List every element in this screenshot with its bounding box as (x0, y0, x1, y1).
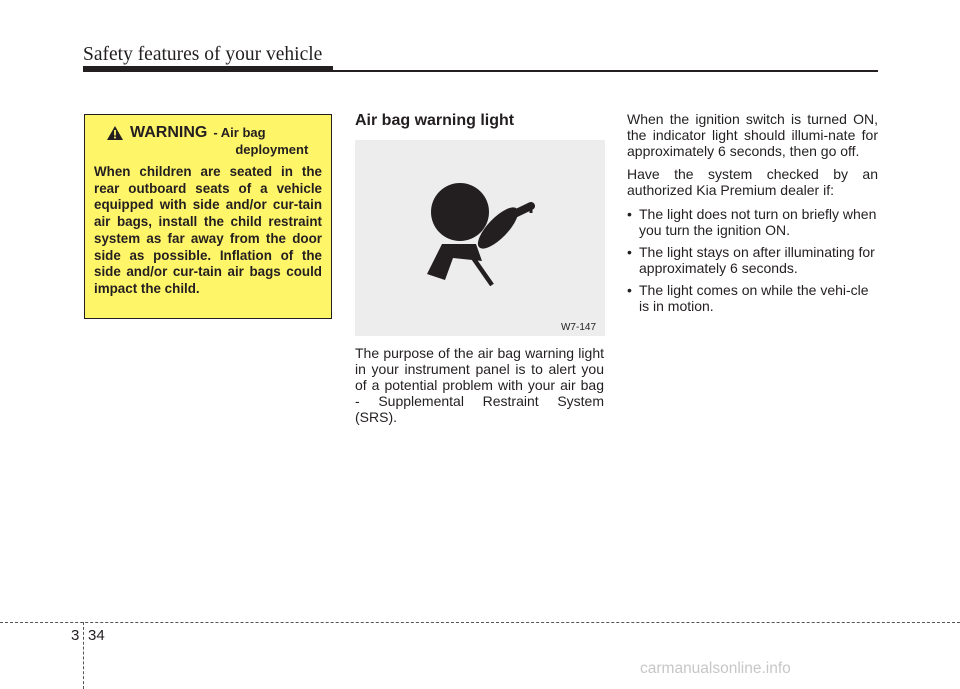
list-item (627, 244, 878, 276)
list-item-text: The light comes on while the vehi-cle is in motion. (639, 282, 869, 314)
warning-text: When children are seated in the rear outboard seats of a vehicle equipped with side and/or cur-tain air bags, install the child restraint system as far away from the door side as possible. Inflation of the side and/or cur-tain air bags could impact the child. (94, 164, 322, 296)
figure-code: W7-147 (560, 322, 596, 333)
section-number: 3 (71, 627, 80, 644)
list-item-text: The light stays on after illuminating for approximately 6 seconds. (639, 244, 875, 276)
section-title: Air bag warning light (355, 112, 515, 129)
ignition-paragraph: When the ignition switch is turned ON, the indicator light should illumi-nate for approximately 6 seconds, then go off. (627, 111, 878, 159)
list-item (627, 282, 878, 314)
right-column (627, 111, 878, 320)
list-item (627, 206, 878, 238)
warning-heading (94, 124, 322, 158)
airbag-figure (355, 140, 605, 336)
airbag-warning-icon (355, 140, 605, 336)
page-num: 34 (88, 627, 105, 644)
footer-rule (0, 622, 960, 623)
warning-subtitle-line1: - Air bag (213, 125, 266, 140)
condition-list (627, 206, 878, 314)
watermark: carmanualsonline.info (640, 660, 791, 677)
dealer-paragraph: Have the system checked by an authorized Kia Premium dealer if: (627, 166, 878, 198)
warning-subtitle (213, 124, 313, 158)
list-item-text: The light does not turn on briefly when you turn the ignition ON. (639, 206, 877, 238)
warning-triangle-icon (106, 125, 124, 141)
bullet: • (627, 206, 632, 222)
airbag-description: The purpose of the air bag warning light in your instrument panel is to alert you of a potential problem with your air bag - Supplemental Restraint System (SRS). (355, 345, 604, 425)
warning-box (84, 114, 332, 319)
header-title: Safety features of your vehicle (83, 44, 323, 65)
bullet: • (627, 282, 632, 298)
header-rule (83, 70, 878, 72)
bullet: • (627, 244, 632, 260)
page-number (71, 627, 105, 644)
warning-subtitle-line2: deployment (235, 142, 309, 157)
warning-label: WARNING (130, 124, 208, 141)
